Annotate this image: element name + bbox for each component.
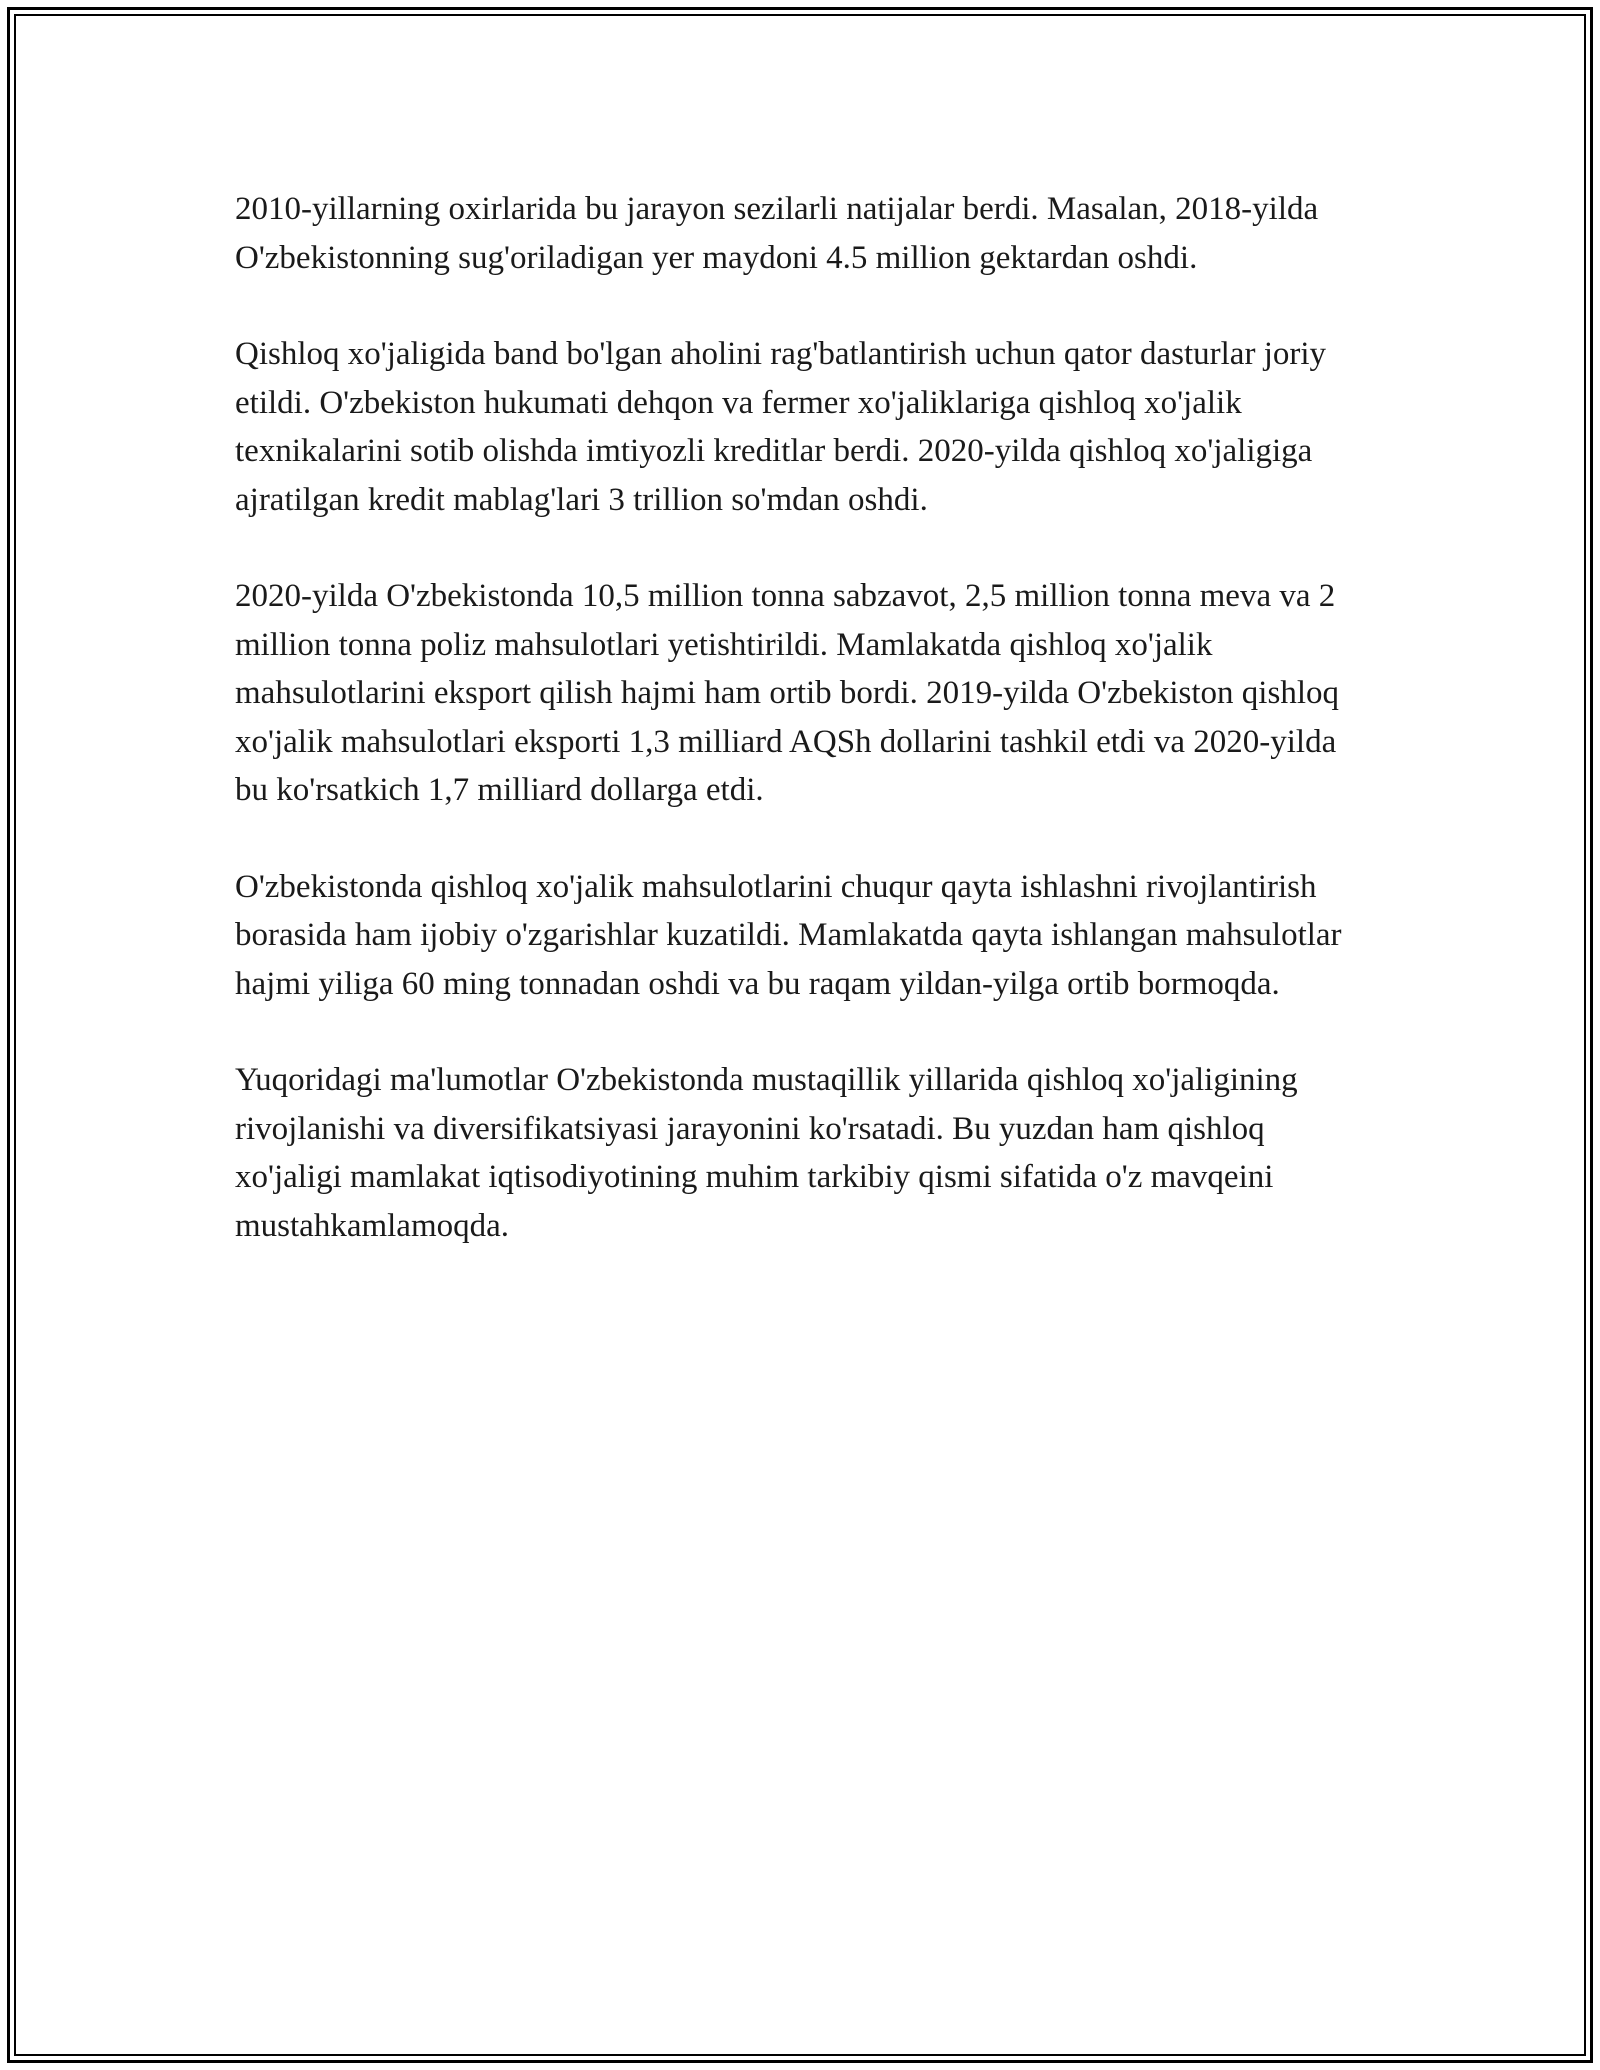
paragraph-4: O'zbekistonda qishloq xo'jalik mahsulotlarini chuqur qayta ishlashni rivojlantirish borasida ham ijobiy o'zgarishlar kuzatildi. Mamlakatda qayta ishlangan mahsulotlar hajmi yiliga 60 ming tonnadan oshdi va bu raqam yildan-yilga ortib bormoqda. xyxy=(235,868,1342,1002)
document-body xyxy=(235,185,1370,1298)
paragraph-2: Qishloq xo'jaligida band bo'lgan aholini rag'batlantirish uchun qator dasturlar joriy etildi. O'zbekiston hukumati dehqon va fermer xo'jaliklariga qishloq xo'jalik texnikalarini sotib olishda imtiyozli kreditlar berdi. 2020-yilda qishloq xo'jaligiga ajratilgan kredit mablag'lari 3 trillion so'mdan oshdi. xyxy=(235,336,1327,518)
paragraph-3: 2020-yilda O'zbekistonda 10,5 million tonna sabzavot, 2,5 million tonna meva va 2 million tonna poliz mahsulotlari yetishtirildi. Mamlakatda qishloq xo'jalik mahsulotlarini eksport qilish hajmi ham ortib bordi. 2019-yilda O'zbekiston qishloq xo'jalik mahsulotlari eksporti 1,3 milliard AQSh dollarini tashkil etdi va 2020-yilda bu ko'rsatkich 1,7 milliard dollarga etdi. xyxy=(235,578,1339,808)
paragraph-5: Yuqoridagi ma'lumotlar O'zbekistonda mustaqillik yillarida qishloq xo'jaligining rivojlanishi va diversifikatsiyasi jarayonini ko'rsatadi. Bu yuzdan ham qishloq xo'jaligi mamlakat iqtisodiyotining muhim tarkibiy qismi sifatida o'z mavqeini mustahkamlamoqda. xyxy=(235,1062,1298,1244)
paragraph-1: 2010-yillarning oxirlarida bu jarayon sezilarli natijalar berdi. Masalan, 2018-yilda O'zbekistonning sug'oriladigan yer maydoni 4.5 million gektardan oshdi. xyxy=(235,191,1319,276)
